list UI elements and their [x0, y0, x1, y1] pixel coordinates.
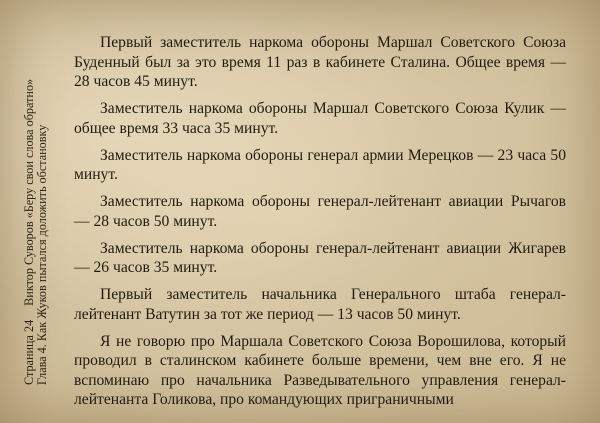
paragraph: Я не говорю про Маршала Советского Союза Ворошилова, который проводил в сталинском кабинете больше времени, чем вне его. Я не вспоминаю про начальника Разведывательного управления генерал-лейтенанта Голикова, про командующих приграничными — [74, 332, 566, 408]
page-side-header — [0, 0, 70, 423]
paragraph: Первый заместитель наркома обороны Маршал Советского Союза Буденный был за это время 11 раз в кабинете Сталина. Общее время — 28 часов 45 минут. — [74, 34, 566, 90]
side-header-line-1 — [22, 79, 36, 385]
side-header-line-2 — [35, 125, 49, 385]
body-text — [74, 33, 566, 417]
page-number: Страница 24 — [22, 319, 36, 385]
paragraph: Заместитель наркома обороны Маршал Советского Союза Кулик — общее время 33 часа 35 минут. — [74, 100, 566, 137]
paragraph: Заместитель наркома обороны генерал армии Мерецков — 23 часа 50 минут. — [74, 146, 566, 183]
book-title: Виктор Суворов «Беру свои слова обратно» — [22, 78, 36, 306]
paragraph: Заместитель наркома обороны генерал-лейтенант авиации Жигарев — 26 часов 35 минут. — [74, 239, 566, 276]
paragraph: Первый заместитель начальника Генерального штаба генерал-лейтенант Ватутин за тот же период — 13 часов 50 минут. — [74, 286, 566, 323]
paragraph: Заместитель наркома обороны генерал-лейтенант авиации Рычагов — 28 часов 50 минут. — [74, 193, 566, 230]
chapter-title: Глава 4. Как Жуков пытался доложить обстановку — [35, 124, 49, 385]
